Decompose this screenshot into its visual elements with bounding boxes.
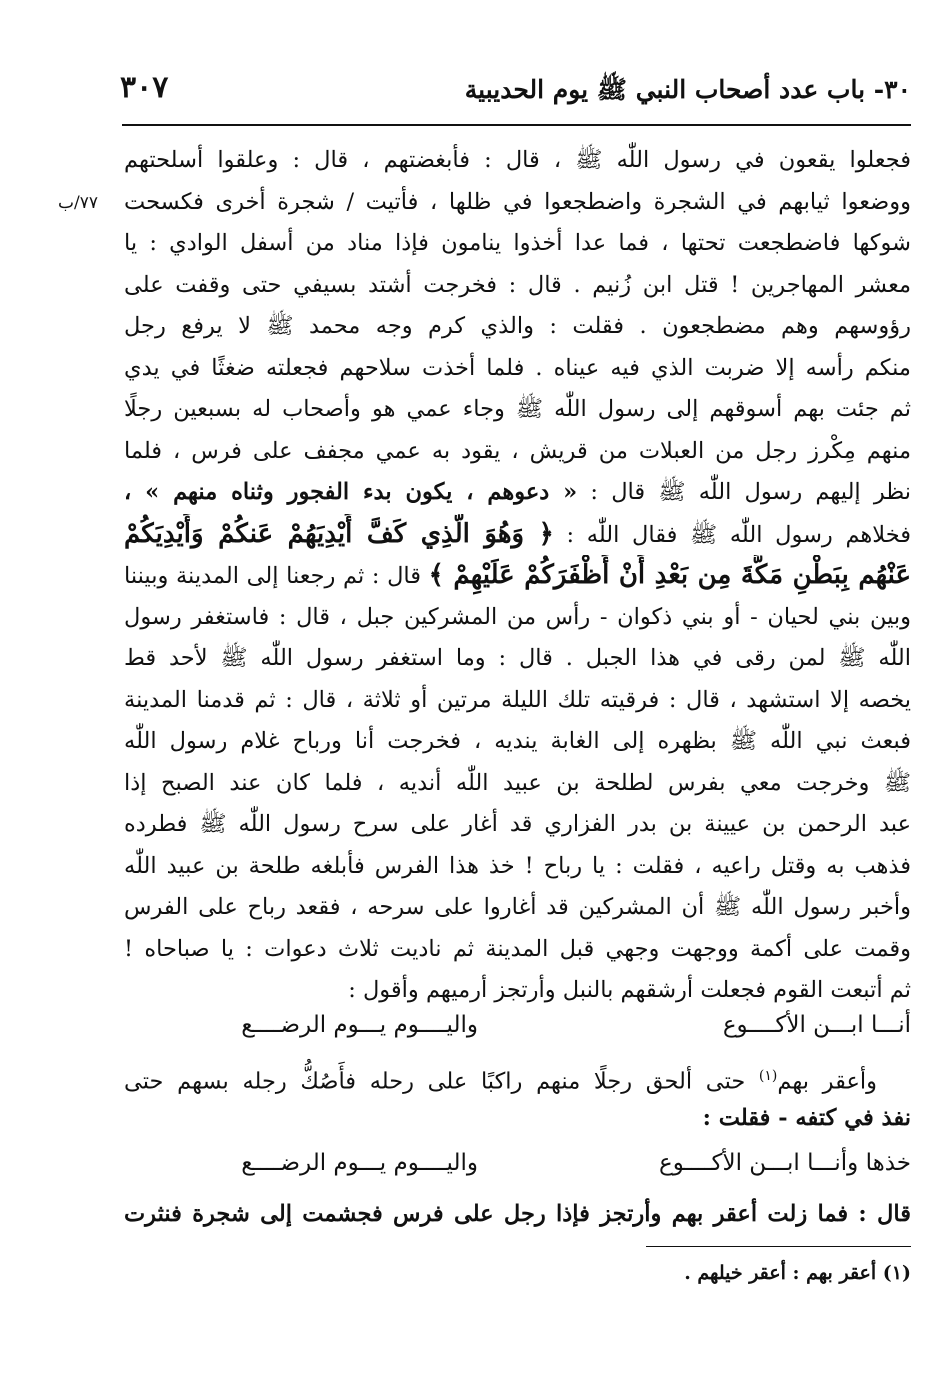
text-line: يخصه إلا استشهد ، قال : فرقيته تلك الليلة مرتين أو ثلاثة ، قال : ثم قدمنا المدينة: [124, 686, 911, 713]
poem-hemistich: واليــــوم يـــوم الرضــــع: [241, 1012, 478, 1038]
text-line: [124, 472, 911, 514]
text-line: ثم جئت بهم أسوقهم إلى رسول اللّٰه ﷺ وجاء عمي هو وأصحاب له بسبعين رجلًا: [124, 396, 911, 422]
header-rule: [122, 124, 911, 126]
page-header: [120, 70, 911, 120]
text-line: فبعث نبي اللّٰه ﷺ بظهره إلى الغابة ينديه ، فخرجت أنا ورباح غلام رسول اللّٰه: [124, 728, 911, 754]
text-line: عبد الرحمن بن عيينة بن بدر الفزاري قد أغار على سرح رسول اللّٰه ﷺ فطرده: [124, 811, 911, 837]
text-line: قال : فما زلت أعقر بهم وأرتجز فإذا رجل على فرس فجشمت إلى شجرة فنثرت: [124, 1201, 911, 1227]
text-line: شوكها فاضطجعت تحتها ، فما عدا أخذوا ينامون فإذا مناد من أسفل الوادي : يا: [124, 230, 911, 256]
text-segment: فخلاهم رسول اللّٰه ﷺ فقال اللّٰه :: [553, 521, 911, 548]
text-line: منهم مِكْرز رجل من العبلات من قريش ، يقود به عمي مجفف على فرس ، فلما: [124, 437, 911, 464]
text-line: اللّٰه ﷺ لمن رقى في هذا الجبل . قال : وما استغفر رسول اللّٰه ﷺ لأحد قط: [124, 645, 911, 671]
quran-verse: عَنْهُم بِبَطْنِ مَكَّةَ مِن بَعْدِ أَنْ أَظْفَرَكُمْ عَلَيْهِمْ ﴾: [428, 560, 911, 590]
poem-hemistich: أنـــا ابـــن الأكــــوع: [722, 1012, 911, 1038]
poem-hemistich: واليــــوم يـــوم الرضــــع: [241, 1150, 478, 1176]
manuscript-folio-note: ٧٧/ب: [58, 193, 98, 213]
main-text: [124, 140, 911, 1012]
text-line: وأخبر رسول اللّٰه ﷺ أن المشركين قد أغاروا على سرحه ، فقعد رباح على الفرس: [124, 894, 911, 920]
footnote-rule: [646, 1246, 911, 1247]
text-line: وقمت على أكمة ووجهت وجهي قبل المدينة ثم ناديت ثلاث دعوات : يا صباحاه !: [124, 935, 911, 962]
text-line: ﷺ وخرجت معي بفرس لطلحة بن عبيد اللّٰه أنديه ، فلما كان عند الصبح إذا: [124, 769, 911, 796]
poem-verse: [118, 1150, 911, 1190]
text-line: [124, 514, 911, 556]
text-line: منكم رأسه إلا ضربت الذي فيه عيناه . فلما أخذت سلاحهم فجعلته ضغثًا في يدي: [124, 354, 911, 381]
text-segment: وأعقر بهم: [777, 1068, 877, 1095]
text-segment: نظر إليهم رسول اللّٰه ﷺ قال :: [577, 479, 911, 505]
main-text-final: [124, 1194, 911, 1236]
text-line: معشر المهاجرين ! قتل ابن زُنيم . قال : فخرجت أشتد بسيفي حتى وقفت على: [124, 271, 911, 298]
text-line: وبين بني لحيان - أو بني ذكوان - رأس من المشركين جبل ، قال : فاستغفر رسول: [124, 603, 911, 630]
prophet-quote: « دعوهم ، يكون بدء الفجور وثناه منهم » ،: [124, 479, 578, 505]
main-text-continued: [124, 1056, 911, 1139]
page-number: ٣٠٧: [120, 70, 169, 105]
quran-verse: ﴿ وَهُوَ الَّذِي كَفَّ أَيْدِيَهُمْ عَنكُمْ وَأَيْدِيَكُمْ: [124, 518, 554, 549]
text-segment: قال : ثم رجعنا إلى المدينة وبيننا: [124, 563, 429, 589]
text-line: [124, 1056, 911, 1098]
text-line: ووضعوا ثيابهم في الشجرة واضطجعوا في ظلها ، فأتيت / شجرة أخرى فكسحت: [124, 188, 911, 215]
poem-hemistich: خذها وأنـــا ابـــن الأكــــوع: [658, 1150, 911, 1176]
text-line: رؤوسهم وهم مضطجعون . فقلت : والذي كرم وجه محمد ﷺ لا يرفع رجل: [124, 313, 911, 339]
text-line: [124, 555, 911, 597]
text-line: ثم أتبعت القوم فجعلت أرشقهم بالنبل وأرتجز أرميهم وأقول :: [348, 977, 911, 1003]
footnote-reference: (١): [758, 1068, 778, 1084]
footnote: (١) أعقر بهم : أعقر خيلهم .: [684, 1262, 911, 1284]
running-title: ٣٠- باب عدد أصحاب النبي ﷺ يوم الحديبية: [464, 75, 911, 104]
poem-verse: [118, 1012, 911, 1052]
text-line: فذهب به وقتل راعيه ، فقلت : يا رباح ! خذ هذا الفرس فأبلغه طلحة بن عبيد اللّٰه: [124, 852, 911, 879]
text-line: نفذ في كتفه - فقلت :: [702, 1104, 911, 1131]
text-segment: حتى ألحق رجلًا منهم راكبًا على رحله فأَصُكُّ رجله بسهم حتى: [124, 1068, 759, 1095]
text-line: فجعلوا يقعون في رسول اللّٰه ﷺ ، قال : فأبغضتهم ، قال : وعلقوا أسلحتهم: [124, 147, 911, 173]
